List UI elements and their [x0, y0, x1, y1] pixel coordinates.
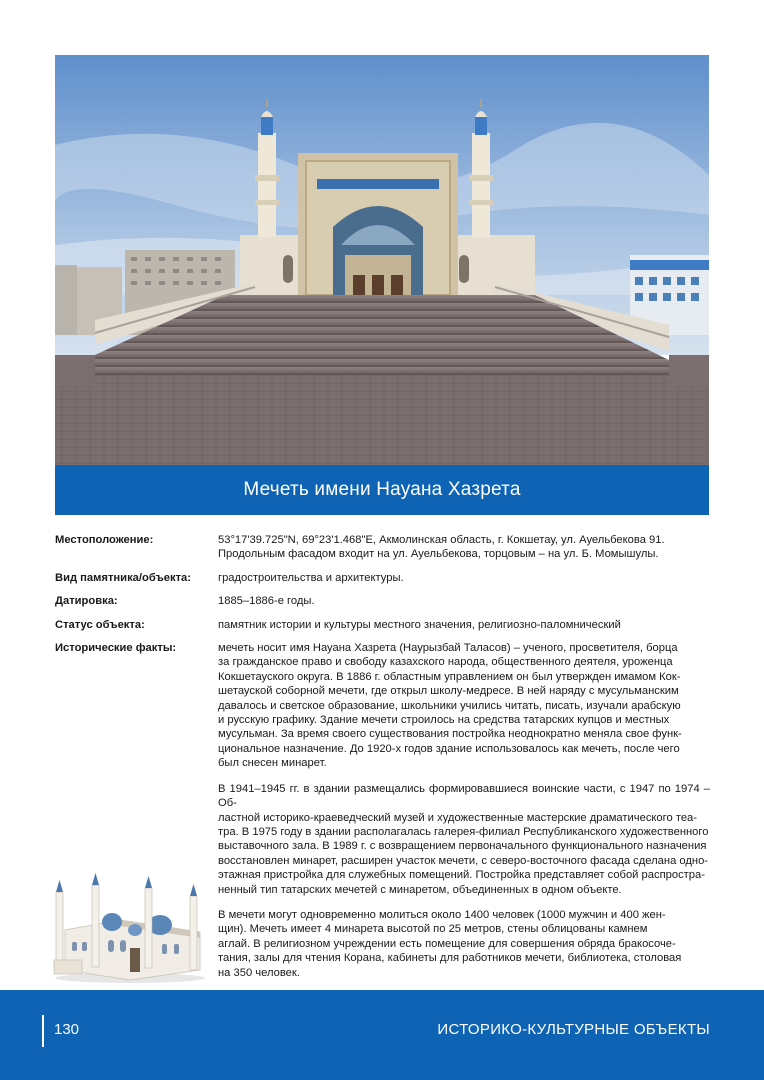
text-line: восстановлен минарет, расширен участок мечети, с северо-восточного фасада сделана одно- [218, 854, 709, 867]
mosque-illustration [50, 870, 208, 985]
text-line: тра. В 1975 году в здании располагалась галерея-филиал Республиканского художественного [218, 825, 709, 838]
text-line: памятник истории и культуры местного значения, религиозно-паломнический [218, 618, 621, 631]
text-line: В 1941–1945 гг. в здании размещались формировавшиеся воинские части, с 1947 по 1974 – Об- [218, 782, 710, 810]
history-label: Исторические факты: [55, 642, 177, 655]
text-line: аглай. В религиозном учреждении есть помещение для совершения обряда бракосоче- [218, 937, 676, 950]
text-line: на 350 человек. [218, 966, 300, 979]
page-footer [0, 990, 764, 1080]
dating-value [218, 594, 710, 608]
history-paragraph-3 [218, 908, 710, 980]
history-value [218, 641, 710, 980]
page-number: 130 [54, 1021, 80, 1038]
text-line: и русскую графику. Здание мечети строилось на средства татарских купцов и местных [218, 714, 670, 727]
text-line: этажная пристройка для служебных помещений. Постройка представляет собой распростра- [218, 869, 705, 882]
text-line: выставочного зала. В 1989 г. с возвращением первоначального функционального назначения [218, 840, 707, 853]
title-banner [55, 465, 709, 515]
text-line: ластной историко-краеведческий музей и художественные мастерские драматического теа- [218, 811, 697, 824]
text-line: за гражданское право и свободу казахского народа, общественного деятеля, уроженца [218, 656, 673, 669]
text-line: В мечети могут одновременно молиться около 1400 человек (1000 мужчин и 400 жен- [218, 908, 666, 921]
history-paragraph-1 [218, 641, 710, 771]
text-line: был снесен минарет. [218, 757, 327, 770]
text-line: 1885–1886-е годы. [218, 595, 315, 608]
text-line: 53°17'39.725"N, 69°23'1.468"E, Акмолинская область, г. Кокшетау, ул. Ауельбекова 91. [218, 534, 665, 546]
dating-label: Датировка: [55, 595, 118, 608]
text-line: циональное назначение. До 1920-х годов здание использовалось как мечеть, после чего [218, 742, 680, 755]
mosque-photo [55, 55, 709, 465]
text-line: щин). Мечеть имеет 4 минарета высотой по 25 метров, стены облицованы камнем [218, 923, 648, 936]
text-line: ненный тип татарских мечетей с минаретом, объединенных в одном объекте. [218, 883, 622, 896]
page-title: Мечеть имени Науана Хазрета [243, 479, 521, 500]
text-line: Кокшетауского округа. В 1886 г. областным управлением он был утвержден имамом Кок- [218, 670, 681, 683]
location-value [218, 533, 710, 562]
text-line: мусульман. За время своего существования постройка неоднократно меняла свое функ- [218, 728, 682, 741]
row-type [55, 571, 710, 585]
type-label: Вид памятника/объекта: [55, 571, 191, 584]
text-line: давалось и светское образование, школьники учились читать, писать, изучали арабскую [218, 699, 681, 712]
location-label: Местоположение: [55, 534, 154, 546]
text-line: шетауской соборной мечети, где открыл школу-медресе. В ней наряду с мусульманским [218, 685, 679, 698]
row-location [55, 533, 710, 562]
footer-divider [42, 1015, 44, 1047]
text-line: мечеть носит имя Науана Хазрета (Наурызбай Таласов) – ученого, просветителя, борца [218, 642, 678, 655]
row-dating [55, 594, 710, 608]
text-line: градостроительства и архитектуры. [218, 571, 404, 584]
text-line: Продольным фасадом входит на ул. Ауельбекова, торцовым – на ул. Б. Момышулы. [218, 548, 659, 561]
status-value [218, 618, 710, 632]
status-label: Статус объекта: [55, 618, 145, 631]
row-status [55, 618, 710, 632]
history-paragraph-2 [218, 782, 710, 897]
section-name: ИСТОРИКО-КУЛЬТУРНЫЕ ОБЪЕКТЫ [437, 1021, 710, 1038]
type-value [218, 571, 710, 585]
text-line: тания, залы для чтения Корана, кабинеты для работников мечети, библиотека, столовая [218, 952, 682, 965]
